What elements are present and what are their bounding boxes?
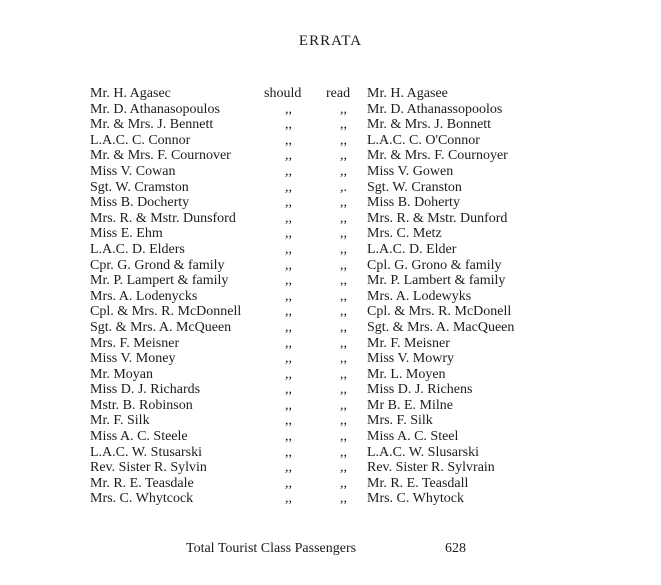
correct-name: Cpl. G. Grono & family xyxy=(367,257,502,273)
ditto-mark-read: ,. xyxy=(340,179,347,195)
total-value: 628 xyxy=(445,541,466,556)
wrong-name: Sgt. & Mrs. A. McQueen xyxy=(90,319,232,335)
correct-name: Miss D. J. Richens xyxy=(367,382,473,398)
correct-name: Mr. H. Agasee xyxy=(367,86,448,101)
wrong-name: Mr. Moyan xyxy=(90,366,153,382)
correct-name: Mrs. R. & Mstr. Dunford xyxy=(367,210,508,226)
errata-row xyxy=(0,102,661,118)
ditto-mark-read: ,, xyxy=(340,101,347,117)
ditto-mark-should: ,, xyxy=(285,273,292,289)
ditto-mark-should: ,, xyxy=(285,117,292,133)
ditto-mark-read: ,, xyxy=(340,117,347,133)
ditto-mark-read: ,, xyxy=(340,257,347,273)
wrong-name: Miss D. J. Richards xyxy=(90,382,201,398)
ditto-mark-read: ,, xyxy=(340,460,347,476)
errata-row xyxy=(0,304,661,320)
wrong-name: Cpl. & Mrs. R. McDonnell xyxy=(90,304,242,320)
errata-row xyxy=(0,226,661,242)
errata-row xyxy=(0,445,661,461)
errata-row xyxy=(0,367,661,383)
ditto-mark-should: ,, xyxy=(285,491,292,507)
correct-name: Mr. F. Meisner xyxy=(367,335,450,351)
ditto-mark-should: ,, xyxy=(285,382,292,398)
ditto-mark-should: ,, xyxy=(285,163,292,179)
ditto-mark-should: ,, xyxy=(285,429,292,445)
correct-name: Miss V. Mowry xyxy=(367,351,455,367)
ditto-mark-read: ,, xyxy=(340,319,347,335)
ditto-mark-read: ,, xyxy=(340,288,347,304)
ditto-mark-read: ,, xyxy=(340,335,347,351)
ditto-mark-read: ,, xyxy=(340,351,347,367)
ditto-mark-should: ,, xyxy=(285,257,292,273)
ditto-mark-read: ,, xyxy=(340,366,347,382)
ditto-mark-should: ,, xyxy=(285,148,292,164)
errata-row xyxy=(0,258,661,274)
ditto-mark-should: ,, xyxy=(285,397,292,413)
wrong-name: L.A.C. W. Stusarski xyxy=(90,444,203,460)
ditto-mark-should: ,, xyxy=(285,101,292,117)
wrong-name: Mrs. F. Meisner xyxy=(90,335,180,351)
correct-name: Mr. P. Lambert & family xyxy=(367,273,506,289)
wrong-name: Mstr. B. Robinson xyxy=(90,397,193,413)
correct-name: L.A.C. W. Slusarski xyxy=(367,444,480,460)
ditto-mark-read: ,, xyxy=(340,413,347,429)
wrong-name: Mr. R. E. Teasdale xyxy=(90,475,194,491)
correct-name: Mr. R. E. Teasdall xyxy=(367,475,469,491)
errata-row xyxy=(0,195,661,211)
correct-name: Rev. Sister R. Sylvrain xyxy=(367,460,495,476)
ditto-mark-should: ,, xyxy=(285,241,292,257)
wrong-name: Mr. D. Athanasopoulos xyxy=(90,101,220,117)
wrong-name: Rev. Sister R. Sylvin xyxy=(90,460,207,476)
correct-name: Mr B. E. Milne xyxy=(367,397,453,413)
ditto-mark-read: ,, xyxy=(340,444,347,460)
ditto-mark-read: ,, xyxy=(340,163,347,179)
wrong-name: Mr. P. Lampert & family xyxy=(90,273,229,289)
wrong-name: Miss V. Cowan xyxy=(90,163,176,179)
ditto-mark-should: ,, xyxy=(285,475,292,491)
ditto-mark-should: ,, xyxy=(285,366,292,382)
wrong-name: Mrs. C. Whytcock xyxy=(90,491,194,507)
ditto-mark-read: ,, xyxy=(340,148,347,164)
correct-name: L.A.C. D. Elder xyxy=(367,241,457,257)
should-label: should xyxy=(264,86,302,101)
ditto-mark-should: ,, xyxy=(285,413,292,429)
errata-row xyxy=(0,133,661,149)
wrong-name: Mr. & Mrs. J. Bennett xyxy=(90,117,214,133)
wrong-name: Miss E. Ehm xyxy=(90,226,163,242)
errata-row xyxy=(0,117,661,133)
ditto-mark-should: ,, xyxy=(285,304,292,320)
ditto-mark-should: ,, xyxy=(285,335,292,351)
correct-name: Mr. & Mrs. J. Bonnett xyxy=(367,117,492,133)
wrong-name: Miss A. C. Steele xyxy=(90,429,188,445)
errata-list xyxy=(0,86,661,507)
ditto-mark-read: ,, xyxy=(340,475,347,491)
ditto-mark-read: ,, xyxy=(340,491,347,507)
ditto-mark-read: ,, xyxy=(340,195,347,211)
errata-row xyxy=(0,242,661,258)
page-title: ERRATA xyxy=(298,33,363,49)
ditto-mark-read: ,, xyxy=(340,429,347,445)
wrong-name: L.A.C. C. Connor xyxy=(90,132,191,148)
ditto-mark-read: ,, xyxy=(340,226,347,242)
read-label: read xyxy=(326,86,351,101)
ditto-mark-should: ,, xyxy=(285,351,292,367)
ditto-mark-should: ,, xyxy=(285,210,292,226)
correct-name: Mr. L. Moyen xyxy=(367,366,446,382)
wrong-name: Mr. H. Agasec xyxy=(90,86,171,101)
ditto-mark-should: ,, xyxy=(285,226,292,242)
correct-name: Cpl. & Mrs. R. McDonell xyxy=(367,304,512,320)
ditto-mark-read: ,, xyxy=(340,273,347,289)
correct-name: Mrs. C. Metz xyxy=(367,226,442,242)
errata-row xyxy=(0,148,661,164)
correct-name: Mrs. A. Lodewyks xyxy=(367,288,472,304)
wrong-name: Mr. & Mrs. F. Cournover xyxy=(90,148,231,164)
wrong-name: Miss V. Money xyxy=(90,351,176,367)
correct-name: Miss V. Gowen xyxy=(367,163,454,179)
wrong-name: Mr. F. Silk xyxy=(90,413,150,429)
errata-row xyxy=(0,351,661,367)
errata-row xyxy=(0,476,661,492)
ditto-mark-should: ,, xyxy=(285,444,292,460)
correct-name: Miss B. Doherty xyxy=(367,195,460,211)
ditto-mark-should: ,, xyxy=(285,179,292,195)
correct-name: Mrs. F. Silk xyxy=(367,413,433,429)
errata-row xyxy=(0,211,661,227)
correct-name: Mrs. C. Whytock xyxy=(367,491,464,507)
errata-row xyxy=(0,273,661,289)
ditto-mark-should: ,, xyxy=(285,195,292,211)
correct-name: Mr. D. Athanassopoolos xyxy=(367,101,503,117)
errata-row xyxy=(0,491,661,507)
ditto-mark-read: ,, xyxy=(340,397,347,413)
errata-row xyxy=(0,164,661,180)
correct-name: Sgt. W. Cranston xyxy=(367,179,462,195)
wrong-name: Miss B. Docherty xyxy=(90,195,190,211)
total-label: Total Tourist Class Passengers xyxy=(186,541,357,556)
ditto-mark-should: ,, xyxy=(285,132,292,148)
errata-row xyxy=(0,86,661,102)
errata-row xyxy=(0,413,661,429)
ditto-mark-should: ,, xyxy=(285,460,292,476)
wrong-name: Cpr. G. Grond & family xyxy=(90,257,225,273)
errata-row xyxy=(0,460,661,476)
errata-row xyxy=(0,320,661,336)
errata-row xyxy=(0,289,661,305)
correct-name: Miss A. C. Steel xyxy=(367,429,459,445)
wrong-name: L.A.C. D. Elders xyxy=(90,241,185,257)
ditto-mark-read: ,, xyxy=(340,241,347,257)
wrong-name: Mrs. A. Lodenycks xyxy=(90,288,198,304)
ditto-mark-read: ,, xyxy=(340,304,347,320)
ditto-mark-read: ,, xyxy=(340,132,347,148)
errata-row xyxy=(0,336,661,352)
correct-name: Mr. & Mrs. F. Cournoyer xyxy=(367,148,508,164)
errata-row xyxy=(0,398,661,414)
ditto-mark-should: ,, xyxy=(285,288,292,304)
errata-row xyxy=(0,382,661,398)
errata-row xyxy=(0,429,661,445)
errata-row xyxy=(0,180,661,196)
ditto-mark-should: ,, xyxy=(285,319,292,335)
correct-name: L.A.C. C. O'Connor xyxy=(367,132,480,148)
correct-name: Sgt. & Mrs. A. MacQueen xyxy=(367,319,515,335)
wrong-name: Sgt. W. Cramston xyxy=(90,179,189,195)
ditto-mark-read: ,, xyxy=(340,210,347,226)
wrong-name: Mrs. R. & Mstr. Dunsford xyxy=(90,210,236,226)
ditto-mark-read: ,, xyxy=(340,382,347,398)
